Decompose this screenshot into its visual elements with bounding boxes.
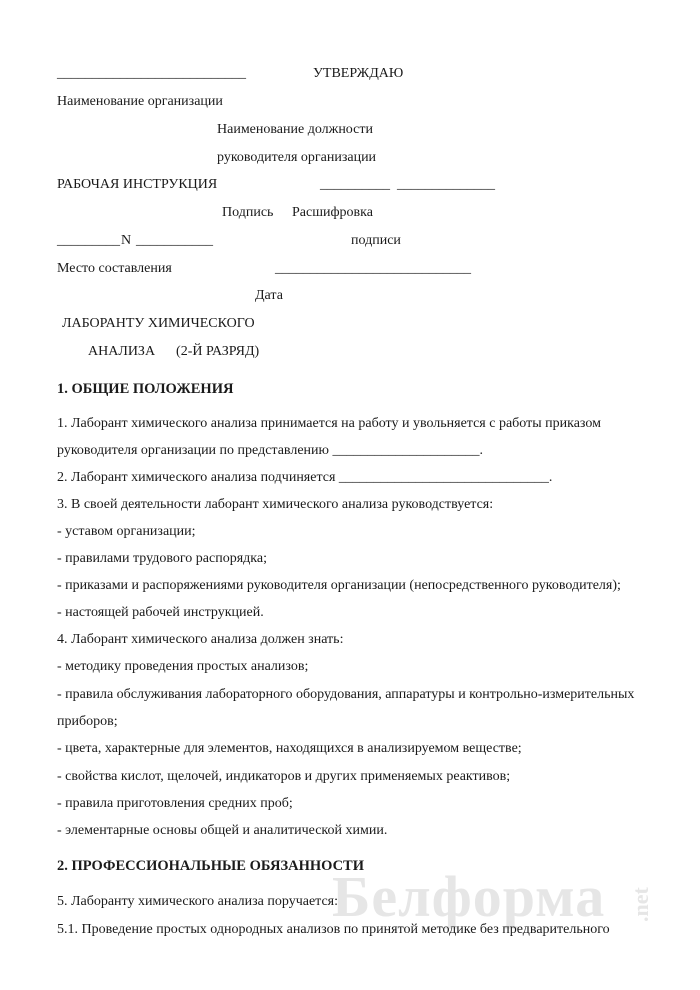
section-1-line: - правила приготовления средних проб; <box>57 796 293 811</box>
section-2-line: 5. Лаборанту химического анализа поручается: <box>57 894 338 909</box>
signature-label: Подпись <box>222 205 274 220</box>
section-1-line: 2. Лаборант химического анализа подчиняется ______________________________. <box>57 470 553 485</box>
section-1-line: - методику проведения простых анализов; <box>57 659 309 674</box>
number-blank-1: _________ <box>57 233 120 248</box>
position-label-1: Наименование должности <box>217 122 373 137</box>
decode-label-2: подписи <box>351 233 401 248</box>
section-1-line: - цвета, характерные для элементов, находящихся в анализируемом веществе; <box>57 741 522 756</box>
number-blank-2: ___________ <box>136 233 213 248</box>
section-1-line: руководителя организации по представлению _____________________. <box>57 443 483 458</box>
doc-type-label: РАБОЧАЯ ИНСТРУКЦИЯ <box>57 177 218 192</box>
section-1-line: - настоящей рабочей инструкцией. <box>57 605 264 620</box>
section-1-line: - приказами и распоряжениями руководителя организации (непосредственного руководителя); <box>57 578 621 593</box>
approve-label: УТВЕРЖДАЮ <box>313 66 404 81</box>
doc-title-1: ЛАБОРАНТУ ХИМИЧЕСКОГО <box>62 316 255 331</box>
decode-blank: ______________ <box>397 177 495 192</box>
section-1-line: 1. Лаборант химического анализа принимается на работу и увольняется с работы приказом <box>57 416 601 431</box>
section-1-line: - правила обслуживания лабораторного оборудования, аппаратуры и контрольно-измерительных <box>57 687 635 702</box>
position-label-2: руководителя организации <box>217 150 377 165</box>
section-1-line: - элементарные основы общей и аналитической химии. <box>57 823 388 838</box>
section-1-line: приборов; <box>57 714 118 729</box>
watermark-suffix: .net <box>628 887 653 922</box>
date-blank: ____________________________ <box>275 261 471 276</box>
decode-label: Расшифровка <box>292 205 373 220</box>
watermark-brand: Белформа <box>332 864 606 929</box>
org-name-label: Наименование организации <box>57 94 223 109</box>
number-sign: N <box>121 233 132 248</box>
section-2-line: 5.1. Проведение простых однородных анализов по принятой методике без предварительного <box>57 922 610 937</box>
doc-title-2: АНАЛИЗА (2-Й РАЗРЯД) <box>88 344 260 359</box>
section-1-heading: 1. ОБЩИЕ ПОЛОЖЕНИЯ <box>57 381 234 397</box>
date-label: Дата <box>255 288 283 303</box>
section-1-line: - уставом организации; <box>57 524 196 539</box>
section-1-line: 3. В своей деятельности лаборант химического анализа руководствуется: <box>57 497 494 512</box>
section-2-heading: 2. ПРОФЕССИОНАЛЬНЫЕ ОБЯЗАННОСТИ <box>57 858 364 874</box>
section-1-line: 4. Лаборант химического анализа должен знать: <box>57 632 344 647</box>
section-1-line: - свойства кислот, щелочей, индикаторов и других применяемых реактивов; <box>57 769 511 784</box>
section-1-line: - правилами трудового распорядка; <box>57 551 267 566</box>
org-blank-line: ___________________________ <box>57 66 246 81</box>
place-label: Место составления <box>57 261 172 276</box>
signature-blank: __________ <box>320 177 390 192</box>
